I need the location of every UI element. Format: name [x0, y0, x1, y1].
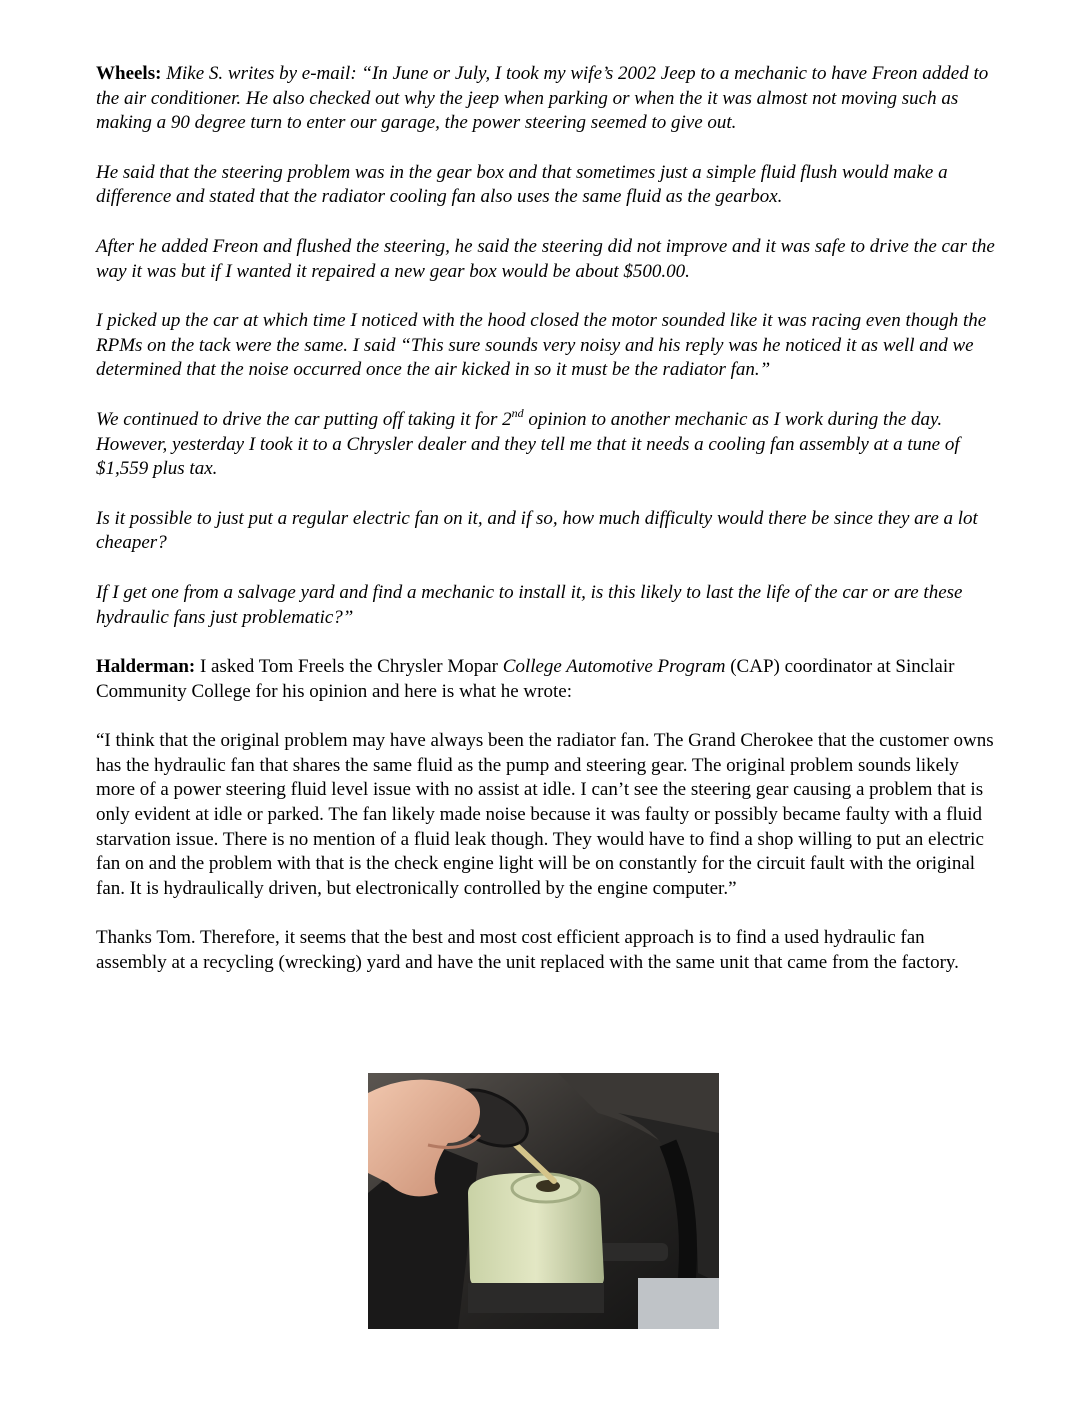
ordinal-suffix: nd	[511, 405, 524, 420]
expert-quote: “I think that the original problem may have always been the radiator fan. The Grand Cherokee that the customer owns has the hydraulic fan that shares the same fluid as the pump and steering gear. The original problem sounds likely more of a power steering fluid level issue with no assist at idle. I can’t see the steering gear causing a problem that is only evident at idle or parked. The fan likely made noise because it was faulty or possibly became faulty with a fluid starvation issue. There is no mention of a fluid leak though. They would have to find a shop willing to put an electric fan on and the problem with that is the check engine light will be on constantly for the circuit fault with the original fan. It is hydraulically driven, but electronically controlled by the engine computer.”	[96, 730, 994, 899]
reservoir-illustration	[368, 1073, 719, 1329]
answer-intro-text-b: (CAP) coordinator at Sinclair Community College for his opinion and here is what he wrote:	[96, 656, 955, 702]
program-name: College Automotive Program	[502, 656, 726, 678]
answer-intro-text-a: I asked Tom Freels the Chrysler Mopar	[195, 656, 503, 678]
letter-paragraph-2: He said that the steering problem was in the gear box and that sometimes just a simple fluid flush would make a difference and stated that the radiator cooling fan also uses the same fluid as the gearbox.	[96, 161, 948, 208]
reservoir-photo	[368, 1073, 719, 1329]
letter-paragraph-4: I picked up the car at which time I noticed with the hood closed the motor sounded like it was racing even though the RPMs on the tack were the same. I said “This sure sounds very noisy and his reply was he noticed it as well and we determined that the noise occurred once the air kicked in so it must be the radiator fan.”	[96, 310, 987, 381]
metal-part	[638, 1278, 719, 1329]
clamp	[598, 1243, 668, 1261]
letter-paragraph-1	[96, 62, 996, 136]
letter-paragraph-5	[96, 405, 996, 482]
article-body	[96, 62, 996, 1001]
wheels-label: Wheels:	[96, 63, 162, 84]
letter-paragraph-7: If I get one from a salvage yard and find a mechanic to install it, is this likely to last the life of the car or are these hydraulic fans just problematic?”	[96, 581, 963, 628]
letter-paragraph-6: Is it possible to just put a regular electric fan on it, and if so, how much difficulty would there be since they are a lot cheaper?	[96, 507, 978, 554]
answer-intro	[96, 655, 996, 704]
mount-bracket	[468, 1283, 604, 1313]
letter-text-5a: We continued to drive the car putting off taking it for 2	[96, 408, 512, 430]
letter-paragraph-3: After he added Freon and flushed the steering, he said the steering did not improve and it was safe to drive the car the way it was but if I wanted it repaired a new gear box would be about $500.00.	[96, 235, 995, 282]
letter-text-5b: opinion to another mechanic as I work during the day. However, yesterday I took it to a Chrysler dealer and they tell me that it needs a cooling fan assembly at a tune of $1,559 plus tax.	[96, 408, 960, 480]
closing-paragraph: Thanks Tom. Therefore, it seems that the best and most cost efficient approach is to find a used hydraulic fan assembly at a recycling (wrecking) yard and have the unit replaced with the same unit that came from the factory.	[96, 927, 959, 974]
halderman-label: Halderman:	[96, 656, 196, 678]
letter-text-1: Mike S. writes by e-mail: “In June or July, I took my wife’s 2002 Jeep to a mechanic to have Freon added to the air conditioner. He also checked out why the jeep when parking or when the it was almost not moving such as making a 90 degree turn to enter our garage, the power steering seemed to give out.	[96, 63, 989, 134]
